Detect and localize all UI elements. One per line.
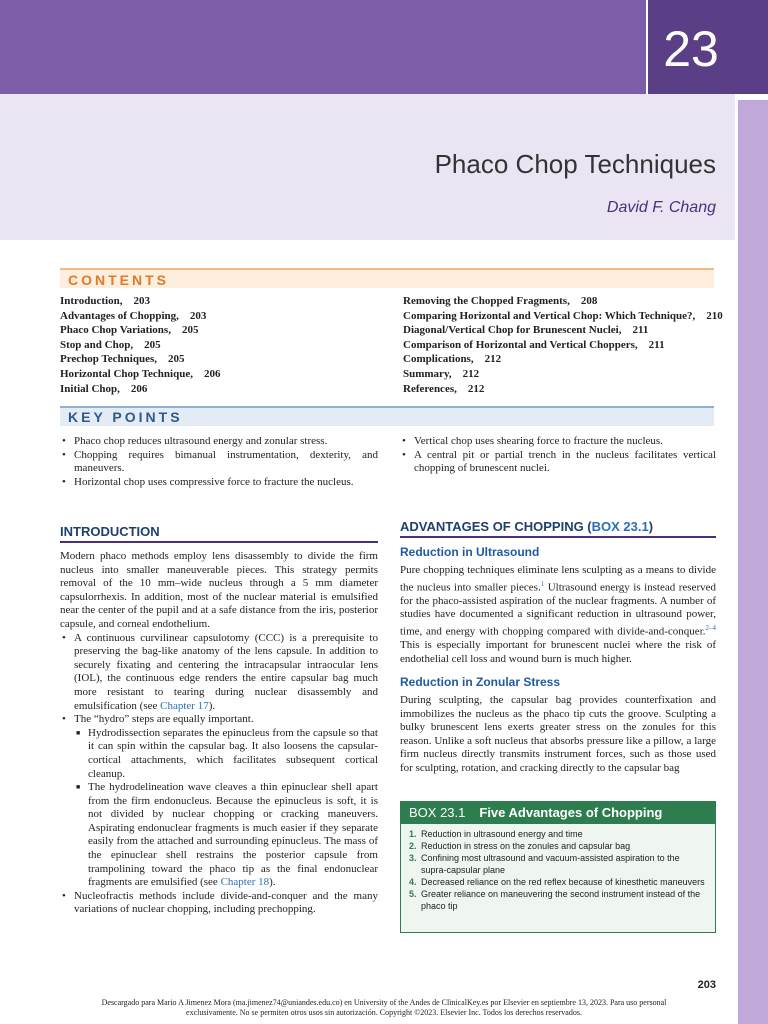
box-list (401, 824, 715, 912)
toc-entry[interactable]: References, 212 (403, 382, 485, 395)
key-point: • Vertical chop uses shearing force to fracture the nucleus. (400, 435, 716, 449)
box-23-1 (400, 801, 716, 933)
page-number: 203 (697, 979, 716, 991)
download-footer: Descargado para Mario A Jimenez Mora (ma.jimenez74@uniandes.edu.co) en University of the Andes de ClinicalKey.es por Elsevier en septiembre 13, 2023. Para uso personal exclusivamente. No se permiten otros usos sin autorización. Copyright ©2023. Elsevier Inc. Todos los derechos reservados. (101, 998, 667, 1017)
key-points-right (400, 435, 716, 476)
box-title: Five Advantages of Chopping (479, 805, 663, 820)
toc-entry[interactable]: Advantages of Chopping, 203 (60, 309, 207, 322)
ultrasound-paragraph: Pure chopping techniques eliminate lens sculpting as a means to divide the nucleus into smaller pieces.$^1$ Ultrasound energy is instead reserved for the phaco-assisted aspiration of the nuclear fragments. A number of studies have documented a significant reduction in ultrasound power, time, and energy with chopping compared with divide-and-conquer.$^{2-4}$ This is especially important for brunescent nuclei where the risk of endothelial cell loss and wound burn is much higher. (400, 564, 716, 665)
introduction-rule (60, 541, 378, 543)
hydro-sub-bullets (74, 727, 378, 890)
toc-entry[interactable]: Comparison of Horizontal and Vertical Choppers, 211 (403, 338, 665, 351)
reference-2-4[interactable]: 2–4 (705, 624, 716, 633)
introduction-bullets (60, 632, 378, 917)
advantages-rule (400, 536, 716, 538)
toc-entry[interactable]: Comparing Horizontal and Vertical Chop: Which Technique?, 210 (403, 309, 723, 322)
contents-heading-bar (60, 268, 714, 288)
key-point: • Chopping requires bimanual instrumentation, dexterity, and maneuvers. (60, 449, 378, 476)
zonular-subheading: Reduction in Zonular Stress (400, 675, 561, 689)
key-points-heading: KEY POINTS (68, 409, 183, 425)
box-23-1-link[interactable]: BOX 23.1 (591, 519, 649, 534)
toc-entry[interactable]: Complications, 212 (403, 353, 502, 366)
toc-entry[interactable]: Initial Chop, 206 (60, 382, 148, 395)
chapter-number: 23 (663, 21, 719, 77)
box-item: 3. Confining most ultrasound and vacuum-assisted aspiration to the supra-capsular plane (409, 853, 680, 875)
key-point: • A central pit or partial trench in the nucleus facilitates vertical chopping of brunescent nuclei. (400, 449, 716, 476)
ultrasound-subheading: Reduction in Ultrasound (400, 545, 540, 559)
sub-bullet-item: ■ Hydrodissection separates the epinucleus from the capsule so that it can spin within the capsular bag. It also loosens the capsular-cortical attachments, which facilitates subsequent cortical cleanup. (74, 727, 378, 781)
box-item: 2. Reduction in stress on the zonules and capsular bag (409, 841, 631, 851)
bullet-item: • Nucleofractis methods include divide-and-conquer and the many variations of nuclear chopping, including prechopping. (60, 890, 378, 917)
toc-entry[interactable]: Summary, 212 (403, 367, 480, 380)
chapter-18-link[interactable]: Chapter 18 (220, 876, 270, 889)
box-item: 5. Greater reliance on maneuvering the second instrument instead of the phaco tip (409, 889, 701, 911)
key-point: • Phaco chop reduces ultrasound energy and zonular stress. (60, 435, 378, 449)
box-header (401, 802, 715, 824)
toc-entry[interactable]: Removing the Chopped Fragments, 208 (403, 295, 598, 307)
key-points-left (60, 435, 378, 489)
box-label: BOX 23.1 (409, 805, 466, 820)
chapter-title: Phaco Chop Techniques (434, 149, 716, 179)
toc-entry[interactable]: Phaco Chop Variations, 205 (60, 324, 199, 337)
bullet-item: • A continuous curvilinear capsulotomy (CCC) is a prerequisite to preserving the bag-like anatomy of the lens capsule. In addition to securely fixating and centering the intracapsular intraocular lens (IOL), the continuous edge renders the entire capsular bag much more resistant to tearing during nuclear disassembly and emulsification (see Chapter 17). (60, 632, 378, 714)
toc-entry[interactable]: Prechop Techniques, 205 (60, 353, 185, 366)
zonular-paragraph: During sculpting, the capsular bag provides counterfixation and immobilizes the nucleus as the phaco tip cuts the groove. Sculpting a bulky brunescent lens exerts greater stress on the zonules for this reason. Unlike a soft nucleus that absorbs pressure like a pillow, a large firm nucleus directly transmits instrument forces, such as those used for sculpting, rotation, and cracking directly to the capsular bag (400, 694, 716, 774)
toc-entry[interactable]: Diagonal/Vertical Chop for Brunescent Nuclei, 211 (403, 324, 649, 337)
reference-1[interactable]: 1 (540, 579, 545, 588)
introduction-heading: INTRODUCTION (60, 524, 160, 539)
author-name: David F. Chang (606, 199, 716, 216)
side-tab-strip (738, 100, 768, 1024)
introduction-paragraph: Modern phaco methods employ lens disassembly to divide the firm nucleus into smaller maneuverable pieces. This strategy permits removal of the 10 mm–wide nucleus through a 5 mm diameter capsulorrhexis. In addition, most of the nuclear material is emulsified near the center of the pupil and at a safe distance from the iris, posterior capsule, and corneal endothelium. (60, 550, 378, 630)
toc-entry[interactable]: Horizontal Chop Technique, 206 (60, 367, 221, 380)
key-points-heading-bar (60, 406, 714, 426)
key-point: • Horizontal chop uses compressive force to fracture the nucleus. (60, 476, 378, 490)
contents-list-left (60, 294, 220, 396)
box-item: 4. Decreased reliance on the red reflex because of kinesthetic maneuvers (409, 877, 705, 887)
bullet-item: • The “hydro” steps are equally important. ■ Hydrodissection separates the epinucleus from the capsule so that it can spin within the capsular bag. It also loosens the capsular-cortical attachments, which facilitates subsequent cortical cleanup. ■ The hydrodelineation wave cleaves a thin epinuclear shell apart from the firm endonucleus. Because the epinucleus is soft, it is not divided by nuclear chopping or cracking maneuvers. Aspirating endonuclear fragments is much easier if they separate easily from the attached and surrounding epinucleus. The mass of the epinuclear shell restrains the posterior capsule from trampolining toward the phaco tip as the final endonuclear fragments are emulsified (see Chapter 18). (60, 713, 378, 890)
chapter-17-link[interactable]: Chapter 17 (160, 699, 209, 712)
box-item: 1. Reduction in ultrasound energy and time (409, 829, 583, 839)
sub-bullet-item: ■ The hydrodelineation wave cleaves a thin epinuclear shell apart from the firm endonucleus. Because the epinucleus is soft, it is not divided by nuclear chopping or cracking maneuvers. Aspirating endonuclear fragments is much easier if they separate easily from the attached and surrounding epinucleus. The mass of the epinuclear shell restrains the posterior capsule from trampolining toward the phaco tip as the final endonuclear fragments are emulsified (see Chapter 18). (74, 781, 378, 890)
contents-list-right (403, 294, 723, 396)
toc-entry[interactable]: Stop and Chop, 205 (60, 338, 161, 351)
advantages-heading: ADVANTAGES OF CHOPPING (BOX 23.1) (400, 519, 654, 534)
toc-entry[interactable]: Introduction, 203 (60, 295, 150, 307)
contents-heading: CONTENTS (68, 272, 169, 288)
header-band (0, 0, 646, 94)
introduction-body (60, 550, 378, 917)
